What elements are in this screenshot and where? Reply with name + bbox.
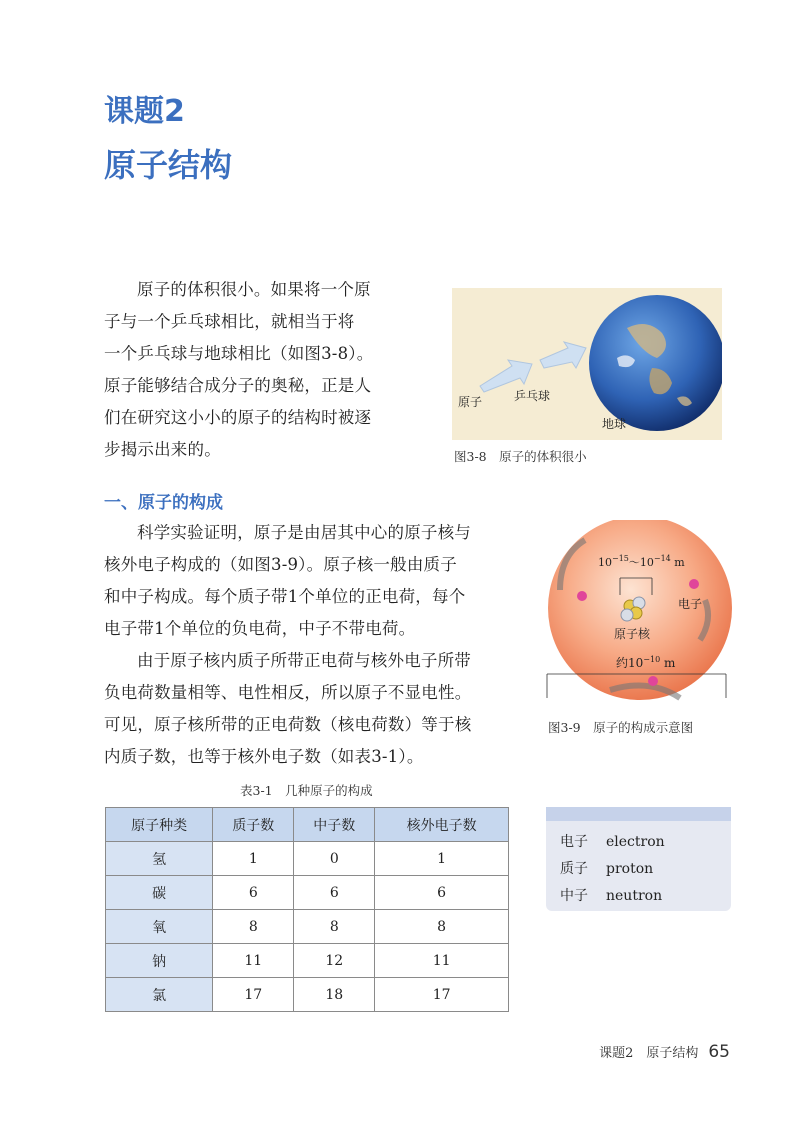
table-cell: 6 [213,876,294,910]
figure-atom-structure [540,520,740,710]
page-number: 65 [708,1042,730,1062]
table-cell: 6 [375,876,509,910]
intro-line: 一个乒乓球与地球相比（如图3-8）。 [104,344,374,363]
column-header: 核外电子数 [375,808,509,842]
glossary-item [560,885,662,905]
electron-label: 电子 [678,597,703,611]
column-header: 原子种类 [106,808,213,842]
body-line: 负电荷数量相等、电性相反，所以原子不显电性。 [104,683,472,702]
section-body [104,517,519,773]
glossary-term-en: electron [606,834,665,850]
body-line: 由于原子核内质子所带正电荷与核外电子所带 [137,651,471,670]
table-cell: 18 [294,978,375,1012]
table-cell: 氧 [106,910,213,944]
glossary-term-zh: 质子 [560,861,588,877]
neutron-icon [621,609,633,621]
table-cell: 钠 [106,944,213,978]
table-cell: 1 [375,842,509,876]
table-cell: 0 [294,842,375,876]
earth-icon [589,295,722,431]
table-cell: 氯 [106,978,213,1012]
page-footer [599,1042,730,1062]
table-cell: 6 [294,876,375,910]
body-line: 电子带1个单位的负电荷，中子不带电荷。 [104,619,416,638]
atom-composition-table [105,807,509,1012]
table-cell: 氢 [106,842,213,876]
arrow-icon [540,342,586,368]
table-row [106,876,509,910]
glossary-box [546,807,731,911]
body-line: 科学实验证明，原子是由居其中心的原子核与 [137,523,471,542]
table-cell: 11 [213,944,294,978]
table-cell: 17 [375,978,509,1012]
nucleus-label: 原子核 [614,627,651,641]
section-title: 一、原子的构成 [104,493,223,513]
column-header: 质子数 [213,808,294,842]
table-cell: 17 [213,978,294,1012]
figure-caption: 图3-8 原子的体积很小 [454,449,587,464]
running-title: 课题2 原子结构 [599,1046,699,1061]
intro-line: 子与一个乒乓球相比，就相当于将 [104,312,355,331]
table-row [106,842,509,876]
lesson-number: 课题2 [104,94,185,129]
table-cell: 1 [213,842,294,876]
nucleus-size-label: $10^{-15}\sim 10^{-14}$ m [598,554,685,569]
glossary-item [560,858,653,878]
table-header-row [106,808,509,842]
electron-icon [689,579,699,589]
table-cell: 11 [375,944,509,978]
intro-line: 原子的体积很小。如果将一个原 [137,280,371,299]
table-cell: 12 [294,944,375,978]
lesson-title: 原子结构 [104,146,233,184]
glossary-term-en: proton [606,861,654,877]
figure-caption: 图3-9 原子的构成示意图 [548,720,694,735]
glossary-item [560,831,665,851]
atom-structure-diagram [540,520,740,710]
table-cell: 8 [375,910,509,944]
ball-label: 乒乓球 [514,389,551,403]
table-caption: 表3-1 几种原子的构成 [240,783,373,798]
table-row [106,978,509,1012]
body-line: 核外电子构成的（如图3-9）。原子核一般由质子 [104,555,457,574]
electron-icon [648,676,658,686]
glossary-term-zh: 中子 [560,888,588,904]
atom-size-label: 约$10^{-10}$ m [616,655,676,670]
electron-icon [577,591,587,601]
body-line: 内质子数，也等于核外电子数（如表3-1）。 [104,747,424,766]
intro-paragraph [104,274,414,466]
arrow-icon [480,360,532,392]
table-row [106,910,509,944]
glossary-term-en: neutron [606,888,663,904]
table-cell: 8 [213,910,294,944]
table-cell: 8 [294,910,375,944]
intro-line: 原子能够结合成分子的奥秘，正是人 [104,376,372,395]
atom-label: 原子 [458,395,483,409]
intro-line: 们在研究这小小的原子的结构时被逐 [104,408,372,427]
glossary-header-bar [546,807,731,821]
table-row [106,944,509,978]
figure-atom-size [452,288,722,440]
body-line: 和中子构成。每个质子带1个单位的正电荷，每个 [104,587,466,606]
body-line: 可见，原子核所带的正电荷数（核电荷数）等于核 [104,715,472,734]
table-cell: 碳 [106,876,213,910]
intro-line: 步揭示出来的。 [104,440,221,459]
glossary-term-zh: 电子 [560,834,588,850]
atom-size-illustration [452,288,722,440]
column-header: 中子数 [294,808,375,842]
earth-label: 地球 [602,417,627,431]
